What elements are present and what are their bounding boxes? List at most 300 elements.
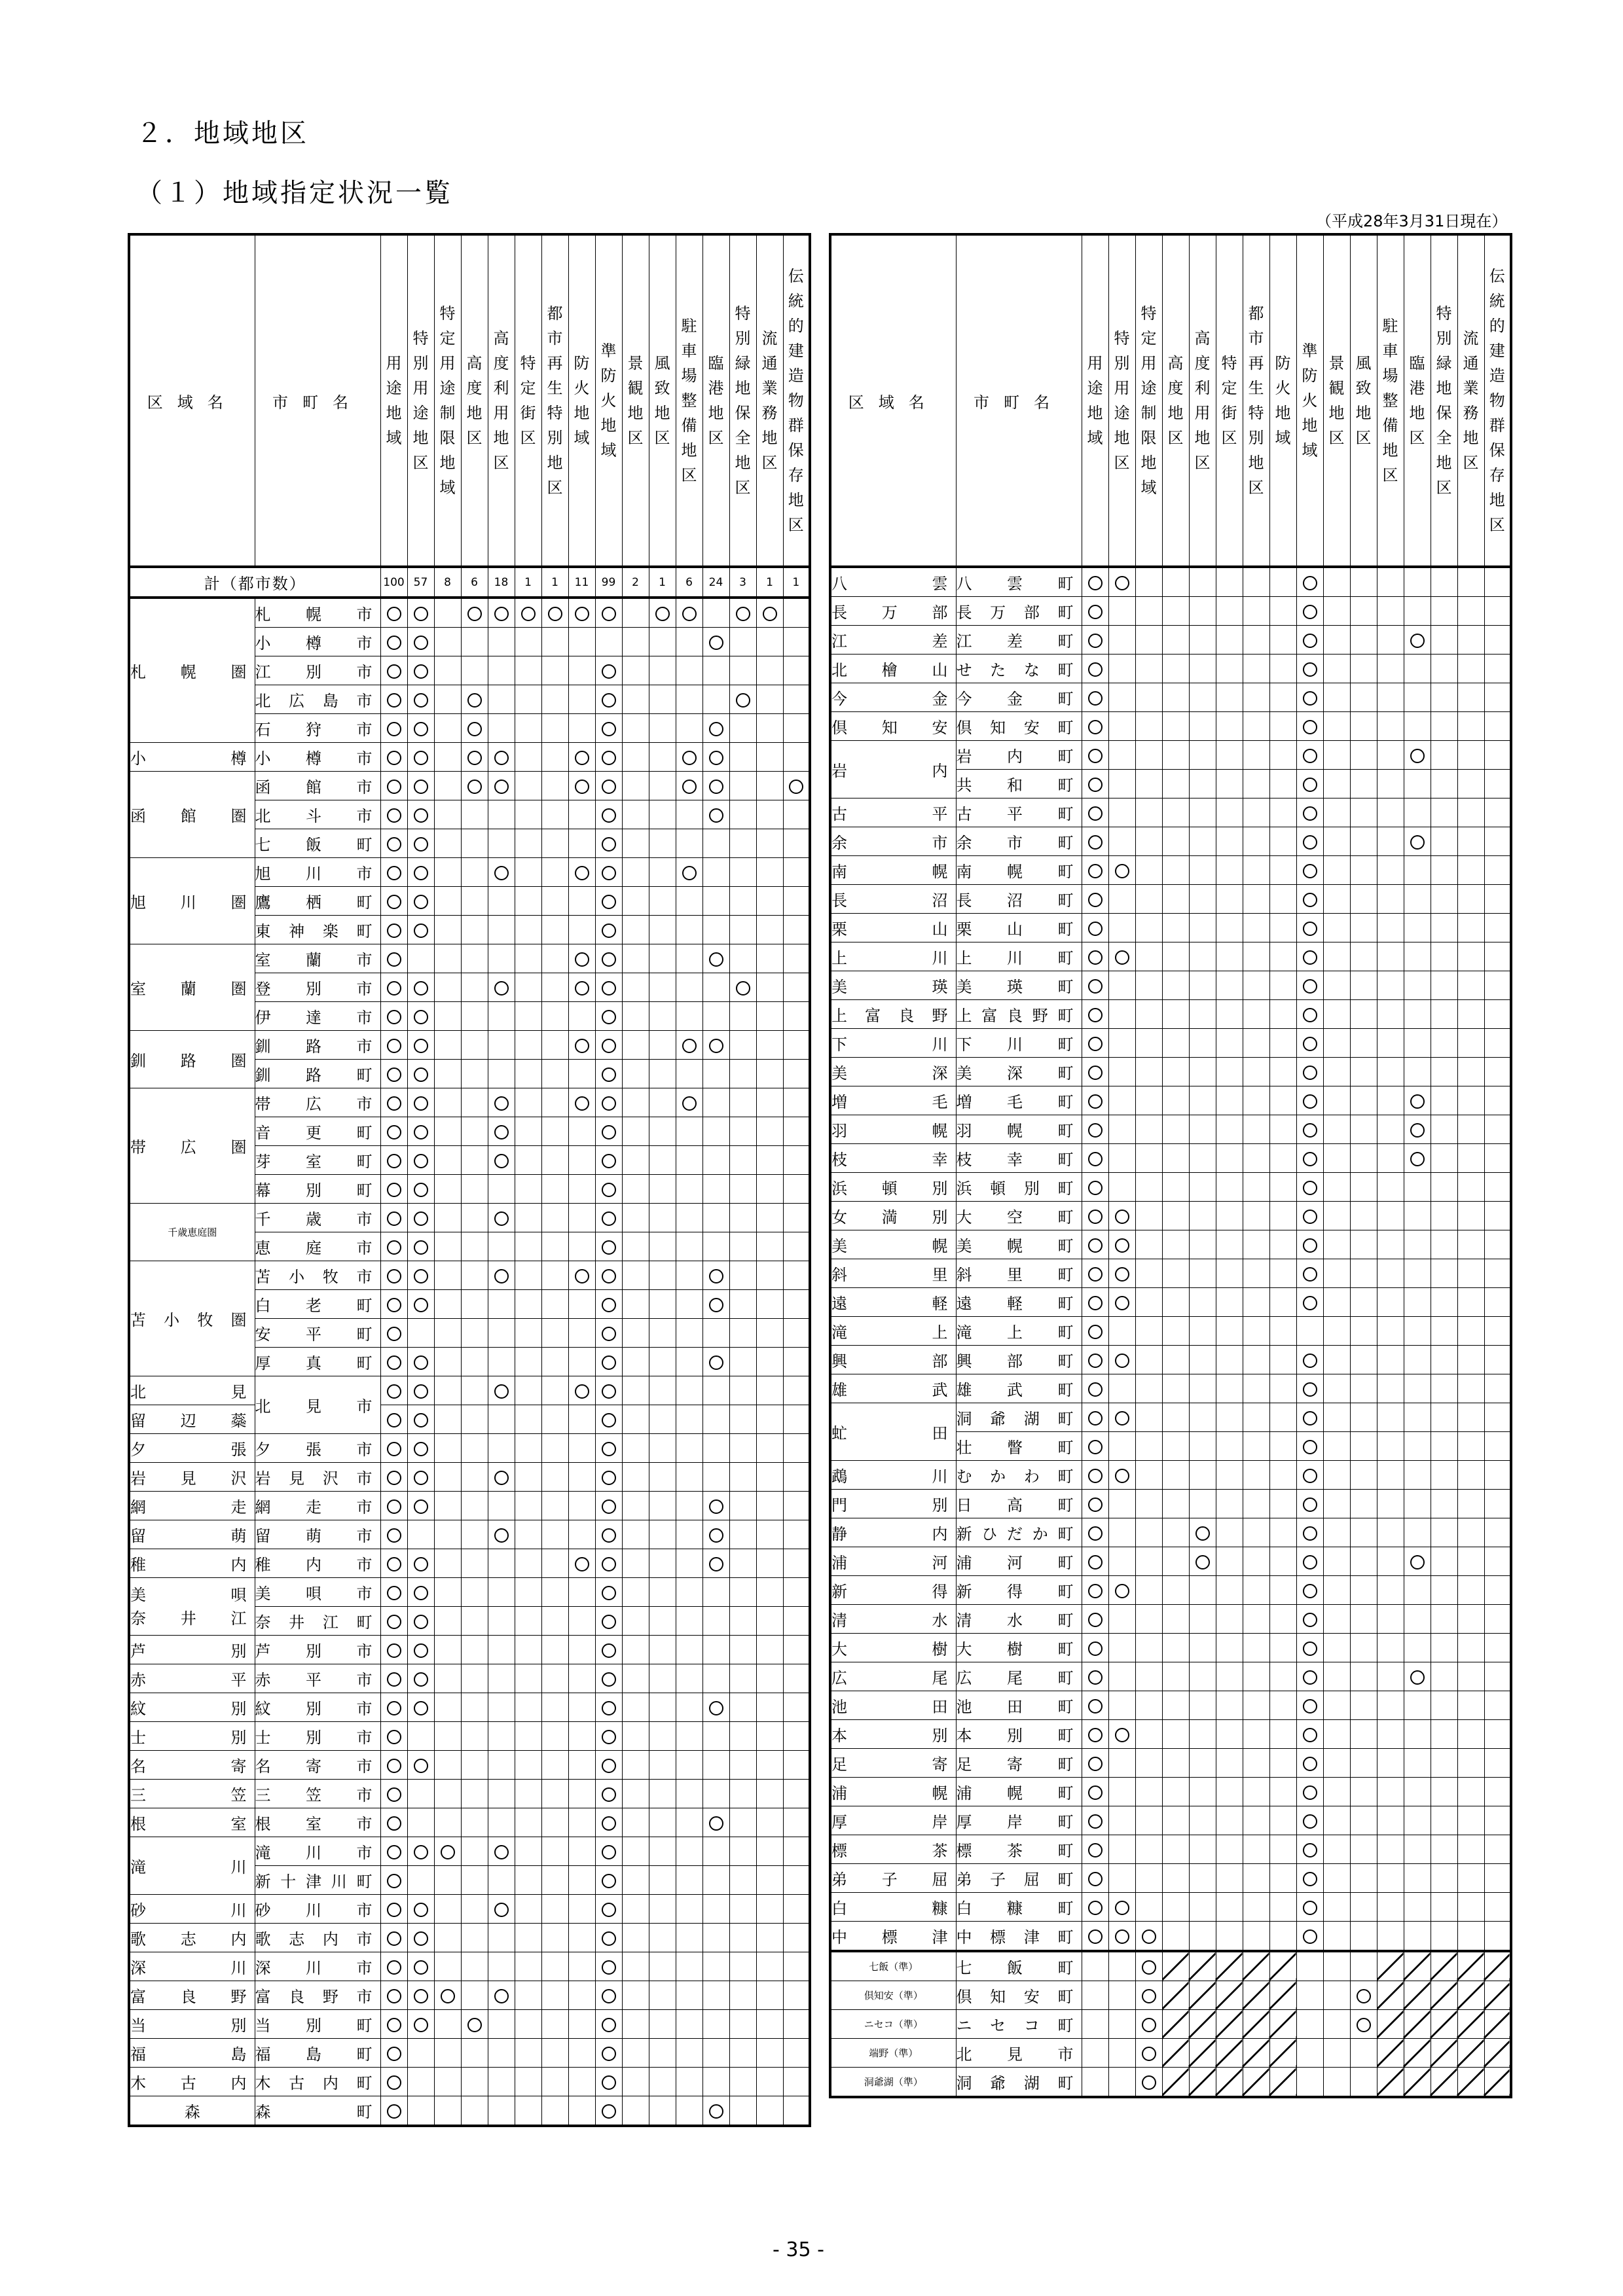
mark-cell <box>1350 741 1377 770</box>
mark-cell <box>1082 741 1108 770</box>
circle-mark-icon <box>414 1701 428 1715</box>
mark-cell <box>434 1636 461 1664</box>
total-count: 6 <box>676 567 702 598</box>
circle-mark-icon <box>709 1355 723 1370</box>
mark-cell <box>1350 1605 1377 1634</box>
mark-cell <box>1162 1461 1189 1490</box>
mark-cell <box>1484 1230 1511 1259</box>
circle-mark-icon <box>387 636 401 650</box>
mark-cell <box>568 1002 595 1031</box>
mark-cell <box>729 1866 756 1895</box>
total-row <box>129 567 810 598</box>
mark-cell <box>1216 1000 1243 1029</box>
mark-cell <box>1082 1000 1108 1029</box>
mark-cell <box>488 858 515 887</box>
area-name-cell <box>830 1691 956 1720</box>
column-header <box>756 234 783 567</box>
mark-cell <box>1269 798 1296 827</box>
circle-mark-icon <box>1303 1181 1317 1195</box>
mark-cell <box>649 598 676 628</box>
mark-cell <box>380 1578 407 1607</box>
mark-cell <box>461 1664 488 1693</box>
area-name: 下川 <box>831 1035 956 1054</box>
mark-cell <box>488 800 515 829</box>
total-label: 計（都市数） <box>129 567 380 598</box>
mark-cell <box>1108 1778 1135 1806</box>
mark-cell <box>622 1578 649 1607</box>
mark-cell <box>488 656 515 685</box>
mark-cell <box>1431 914 1457 942</box>
town-name: 小樽市 <box>255 743 380 772</box>
mark-cell <box>1323 1374 1350 1403</box>
mark-cell <box>1323 683 1350 712</box>
mark-cell <box>649 1837 676 1866</box>
mark-cell <box>541 1376 568 1405</box>
mark-cell <box>1484 1144 1511 1173</box>
circle-mark-icon <box>414 693 428 708</box>
mark-cell <box>1108 1173 1135 1202</box>
area-name-cell <box>830 1144 956 1173</box>
mark-cell <box>783 1808 810 1837</box>
mark-cell <box>1431 1864 1457 1893</box>
mark-cell <box>434 1319 461 1348</box>
mark-cell <box>1082 1835 1108 1864</box>
mark-cell <box>488 973 515 1002</box>
mark-cell <box>568 1117 595 1146</box>
table-row <box>830 1173 1511 1202</box>
circle-mark-icon <box>602 1528 616 1543</box>
mark-cell <box>1162 1490 1189 1518</box>
mark-cell <box>407 1463 434 1492</box>
mark-cell <box>1216 1605 1243 1634</box>
mark-cell <box>1431 1058 1457 1086</box>
mark-cell <box>756 1981 783 2010</box>
mark-cell <box>541 1693 568 1722</box>
not-applicable-cell <box>1377 1981 1404 2010</box>
town-name: 歌志内市 <box>255 1924 380 1952</box>
mark-cell <box>1457 1259 1484 1288</box>
mark-cell <box>434 2068 461 2096</box>
circle-mark-icon <box>602 981 616 996</box>
mark-cell <box>1323 1230 1350 1259</box>
mark-cell <box>756 1492 783 1520</box>
area-name-cell <box>830 1202 956 1230</box>
mark-cell <box>783 1261 810 1290</box>
column-header-label: 景観地区 <box>1328 354 1345 447</box>
mark-cell <box>541 2039 568 2068</box>
mark-cell <box>1189 683 1216 712</box>
mark-cell <box>1377 1115 1404 1144</box>
mark-cell <box>756 1924 783 1952</box>
circle-mark-icon <box>1088 1411 1103 1426</box>
circle-mark-icon <box>387 1240 401 1255</box>
mark-cell <box>1243 856 1269 885</box>
mark-cell <box>1457 1115 1484 1144</box>
mark-cell <box>622 1031 649 1060</box>
mark-cell <box>541 1060 568 1088</box>
mark-cell <box>1431 770 1457 798</box>
circle-mark-icon <box>1088 922 1103 936</box>
mark-cell <box>515 1722 541 1751</box>
circle-mark-icon <box>1088 1526 1103 1541</box>
mark-cell <box>622 772 649 800</box>
mark-cell <box>595 887 622 916</box>
not-applicable-cell <box>1243 2068 1269 2098</box>
mark-cell <box>1431 1749 1457 1778</box>
circle-mark-icon <box>387 1528 401 1543</box>
total-count: 2 <box>622 567 649 598</box>
mark-cell <box>1323 1720 1350 1749</box>
town-name: 洞爺湖町 <box>956 2068 1082 2098</box>
mark-cell <box>1484 1547 1511 1576</box>
mark-cell <box>622 944 649 973</box>
mark-cell <box>1296 1605 1323 1634</box>
area-name: 長万部 <box>831 603 956 622</box>
mark-cell <box>1296 1547 1323 1576</box>
mark-cell <box>783 1002 810 1031</box>
mark-cell <box>1484 798 1511 827</box>
mark-cell <box>1404 1346 1431 1374</box>
mark-cell <box>1269 1144 1296 1173</box>
mark-cell <box>515 1866 541 1895</box>
area-name: 森 <box>184 2103 200 2121</box>
circle-mark-icon <box>1410 1123 1425 1138</box>
mark-cell <box>649 1204 676 1232</box>
circle-mark-icon <box>602 1586 616 1600</box>
mark-cell <box>488 887 515 916</box>
mark-cell <box>729 1031 756 1060</box>
mark-cell <box>1323 1029 1350 1058</box>
mark-cell <box>756 1002 783 1031</box>
mark-cell <box>595 1578 622 1607</box>
circle-mark-icon <box>387 1154 401 1168</box>
mark-cell <box>1323 827 1350 856</box>
mark-cell <box>434 1175 461 1204</box>
mark-cell <box>1484 1634 1511 1662</box>
area-name-cell <box>830 1576 956 1605</box>
circle-mark-icon <box>602 1039 616 1053</box>
mark-cell <box>622 2010 649 2039</box>
mark-cell <box>1484 1432 1511 1461</box>
mark-cell <box>1189 1374 1216 1403</box>
mark-cell <box>702 2096 729 2126</box>
mark-cell <box>1431 1922 1457 1952</box>
mark-cell <box>595 714 622 743</box>
mark-cell <box>488 628 515 656</box>
mark-cell <box>1243 597 1269 626</box>
circle-mark-icon <box>414 1355 428 1370</box>
mark-cell <box>1135 1778 1162 1806</box>
mark-cell <box>1377 1346 1404 1374</box>
mark-cell <box>541 1031 568 1060</box>
mark-cell <box>1108 1634 1135 1662</box>
area-name-cell <box>830 971 956 1000</box>
area-name: 美深 <box>831 1064 956 1083</box>
mark-cell <box>407 1060 434 1088</box>
mark-cell <box>541 1117 568 1146</box>
mark-cell <box>676 1520 702 1549</box>
mark-cell <box>702 1175 729 1204</box>
mark-cell <box>1484 1346 1511 1374</box>
mark-cell <box>1431 1893 1457 1922</box>
mark-cell <box>1108 1403 1135 1432</box>
circle-mark-icon <box>387 1413 401 1427</box>
mark-cell <box>622 1693 649 1722</box>
table-row <box>129 944 810 973</box>
mark-cell <box>622 1319 649 1348</box>
column-header-label: 特定用途制限地域 <box>1140 304 1157 497</box>
circle-mark-icon <box>1303 1872 1317 1886</box>
mark-cell <box>461 1031 488 1060</box>
mark-cell <box>649 628 676 656</box>
mark-cell <box>380 1520 407 1549</box>
mark-cell <box>541 598 568 628</box>
circle-mark-icon <box>709 1816 723 1831</box>
mark-cell <box>1457 1490 1484 1518</box>
mark-cell <box>1108 2068 1135 2098</box>
mark-cell <box>649 1232 676 1261</box>
mark-cell <box>568 858 595 887</box>
mark-cell <box>676 887 702 916</box>
circle-mark-icon <box>1303 605 1317 619</box>
mark-cell <box>1377 1288 1404 1317</box>
mark-cell <box>541 685 568 714</box>
mark-cell <box>541 1780 568 1808</box>
area-name-cell <box>830 1490 956 1518</box>
mark-cell <box>568 1232 595 1261</box>
mark-cell <box>1269 1835 1296 1864</box>
mark-cell <box>1484 1749 1511 1778</box>
mark-cell <box>729 2068 756 2096</box>
circle-mark-icon <box>387 1960 401 1975</box>
mark-cell <box>1296 885 1323 914</box>
mark-cell <box>1377 1605 1404 1634</box>
mark-cell <box>756 1808 783 1837</box>
mark-cell <box>1216 1547 1243 1576</box>
mark-cell <box>1216 1634 1243 1662</box>
mark-cell <box>729 685 756 714</box>
mark-cell <box>488 1348 515 1376</box>
circle-mark-icon <box>1303 1469 1317 1483</box>
mark-cell <box>1269 1634 1296 1662</box>
circle-mark-icon <box>387 1787 401 1802</box>
mark-cell <box>1216 741 1243 770</box>
mark-cell <box>461 714 488 743</box>
mark-cell <box>1377 1720 1404 1749</box>
mark-cell <box>622 1060 649 1088</box>
mark-cell <box>434 656 461 685</box>
mark-cell <box>1350 971 1377 1000</box>
mark-cell <box>1243 712 1269 741</box>
mark-cell <box>461 1837 488 1866</box>
column-header <box>729 234 756 567</box>
mark-cell <box>1484 770 1511 798</box>
mark-cell <box>783 887 810 916</box>
mark-cell <box>702 628 729 656</box>
circle-mark-icon <box>1410 1152 1425 1166</box>
table-row <box>129 1664 810 1693</box>
mark-cell <box>783 2039 810 2068</box>
mark-cell <box>1135 626 1162 655</box>
mark-cell <box>729 2039 756 2068</box>
mark-cell <box>595 1261 622 1290</box>
circle-mark-icon <box>414 1269 428 1283</box>
table-row <box>830 626 1511 655</box>
mark-cell <box>1082 1202 1108 1230</box>
town-name: 浜頓別町 <box>956 1173 1082 1202</box>
circle-mark-icon <box>387 1096 401 1111</box>
town-name: 雄武町 <box>956 1374 1082 1403</box>
mark-cell <box>434 1405 461 1434</box>
mark-cell <box>756 598 783 628</box>
mark-cell <box>1082 1576 1108 1605</box>
mark-cell <box>676 858 702 887</box>
mark-cell <box>676 1348 702 1376</box>
area-name: 札幌圏 <box>130 663 255 681</box>
mark-cell <box>488 1808 515 1837</box>
mark-cell <box>1350 1317 1377 1346</box>
mark-cell <box>702 1060 729 1088</box>
mark-cell <box>568 1434 595 1463</box>
area-name-cell <box>830 712 956 741</box>
mark-cell <box>541 743 568 772</box>
mark-cell <box>407 628 434 656</box>
mark-cell <box>380 858 407 887</box>
mark-cell <box>1404 741 1431 770</box>
area-name: 美瑛 <box>831 978 956 996</box>
mark-cell <box>676 1031 702 1060</box>
mark-cell <box>729 973 756 1002</box>
circle-mark-icon <box>1115 1354 1129 1368</box>
mark-cell <box>1162 1374 1189 1403</box>
mark-cell <box>1108 597 1135 626</box>
mark-cell <box>729 1060 756 1088</box>
mark-cell <box>783 1434 810 1463</box>
not-applicable-cell <box>1457 1981 1484 2010</box>
mark-cell <box>702 1895 729 1924</box>
column-header-label: 防火地域 <box>574 354 590 447</box>
mark-cell <box>541 1405 568 1434</box>
circle-mark-icon <box>1088 1440 1103 1454</box>
mark-cell <box>702 1837 729 1866</box>
not-applicable-cell <box>1162 1951 1189 1981</box>
mark-cell <box>434 1664 461 1693</box>
not-applicable-cell <box>1216 1951 1243 1981</box>
mark-cell <box>649 1952 676 1981</box>
mark-cell <box>1082 942 1108 971</box>
area-name-cell <box>830 2068 956 2098</box>
mark-cell <box>515 1146 541 1175</box>
subsection-heading: （１）地域指定状況一覧 <box>136 178 453 208</box>
area-name-cell <box>129 743 255 772</box>
town-name: 七飯町 <box>956 1951 1082 1981</box>
mark-cell <box>1404 1576 1431 1605</box>
area-name-cell <box>830 1547 956 1576</box>
mark-cell <box>1243 770 1269 798</box>
mark-cell <box>488 1146 515 1175</box>
mark-cell <box>1162 741 1189 770</box>
mark-cell <box>1296 1230 1323 1259</box>
circle-mark-icon <box>709 780 723 794</box>
circle-mark-icon <box>602 808 616 823</box>
area-name-cell <box>129 1204 255 1261</box>
table-row <box>129 1924 810 1952</box>
area-name-cell <box>830 1662 956 1691</box>
mark-cell <box>541 1636 568 1664</box>
not-applicable-cell <box>1243 2039 1269 2068</box>
town-name: 上富良野町 <box>956 1000 1082 1029</box>
mark-cell <box>622 829 649 858</box>
mark-cell <box>1243 1346 1269 1374</box>
mark-cell <box>541 800 568 829</box>
mark-cell <box>1243 1058 1269 1086</box>
mark-cell <box>1457 1576 1484 1605</box>
circle-mark-icon <box>1303 1699 1317 1713</box>
mark-cell <box>1082 1806 1108 1835</box>
town-name: 鷹栖町 <box>255 887 380 916</box>
mark-cell <box>1269 1691 1296 1720</box>
mark-cell <box>595 1031 622 1060</box>
mark-cell <box>541 1348 568 1376</box>
town-name: 登別市 <box>255 973 380 1002</box>
mark-cell <box>1216 1029 1243 1058</box>
mark-cell <box>756 916 783 944</box>
area-name-cell <box>830 856 956 885</box>
mark-cell <box>1269 1403 1296 1432</box>
table-row <box>830 655 1511 683</box>
mark-cell <box>622 1895 649 1924</box>
column-header-label: 臨港地区 <box>1409 354 1425 447</box>
mark-cell <box>1484 655 1511 683</box>
mark-cell <box>1323 1806 1350 1835</box>
mark-cell <box>407 1261 434 1290</box>
circle-mark-icon <box>387 1039 401 1053</box>
mark-cell <box>729 656 756 685</box>
mark-cell <box>1269 712 1296 741</box>
mark-cell <box>729 1722 756 1751</box>
circle-mark-icon <box>763 607 777 621</box>
mark-cell <box>515 1837 541 1866</box>
table-row <box>830 2010 1511 2039</box>
mark-cell <box>1296 1634 1323 1662</box>
mark-cell <box>434 1146 461 1175</box>
mark-cell <box>1323 1691 1350 1720</box>
mark-cell <box>1377 1662 1404 1691</box>
mark-cell <box>676 916 702 944</box>
mark-cell <box>1243 914 1269 942</box>
mark-cell <box>622 628 649 656</box>
town-name: 長万部町 <box>956 597 1082 626</box>
total-count: 6 <box>461 567 488 598</box>
mark-cell <box>1216 712 1243 741</box>
mark-cell <box>541 1204 568 1232</box>
mark-cell <box>515 1031 541 1060</box>
mark-cell <box>1431 1662 1457 1691</box>
column-header <box>1216 234 1243 567</box>
circle-mark-icon <box>414 808 428 823</box>
circle-mark-icon <box>1303 1757 1317 1771</box>
mark-cell <box>702 1405 729 1434</box>
mark-cell <box>1404 1490 1431 1518</box>
mark-cell <box>702 887 729 916</box>
table-row <box>830 856 1511 885</box>
mark-cell <box>783 1088 810 1117</box>
mark-cell <box>1377 1490 1404 1518</box>
mark-cell <box>1404 1000 1431 1029</box>
mark-cell <box>568 1463 595 1492</box>
mark-cell <box>1162 1000 1189 1029</box>
mark-cell <box>1404 798 1431 827</box>
